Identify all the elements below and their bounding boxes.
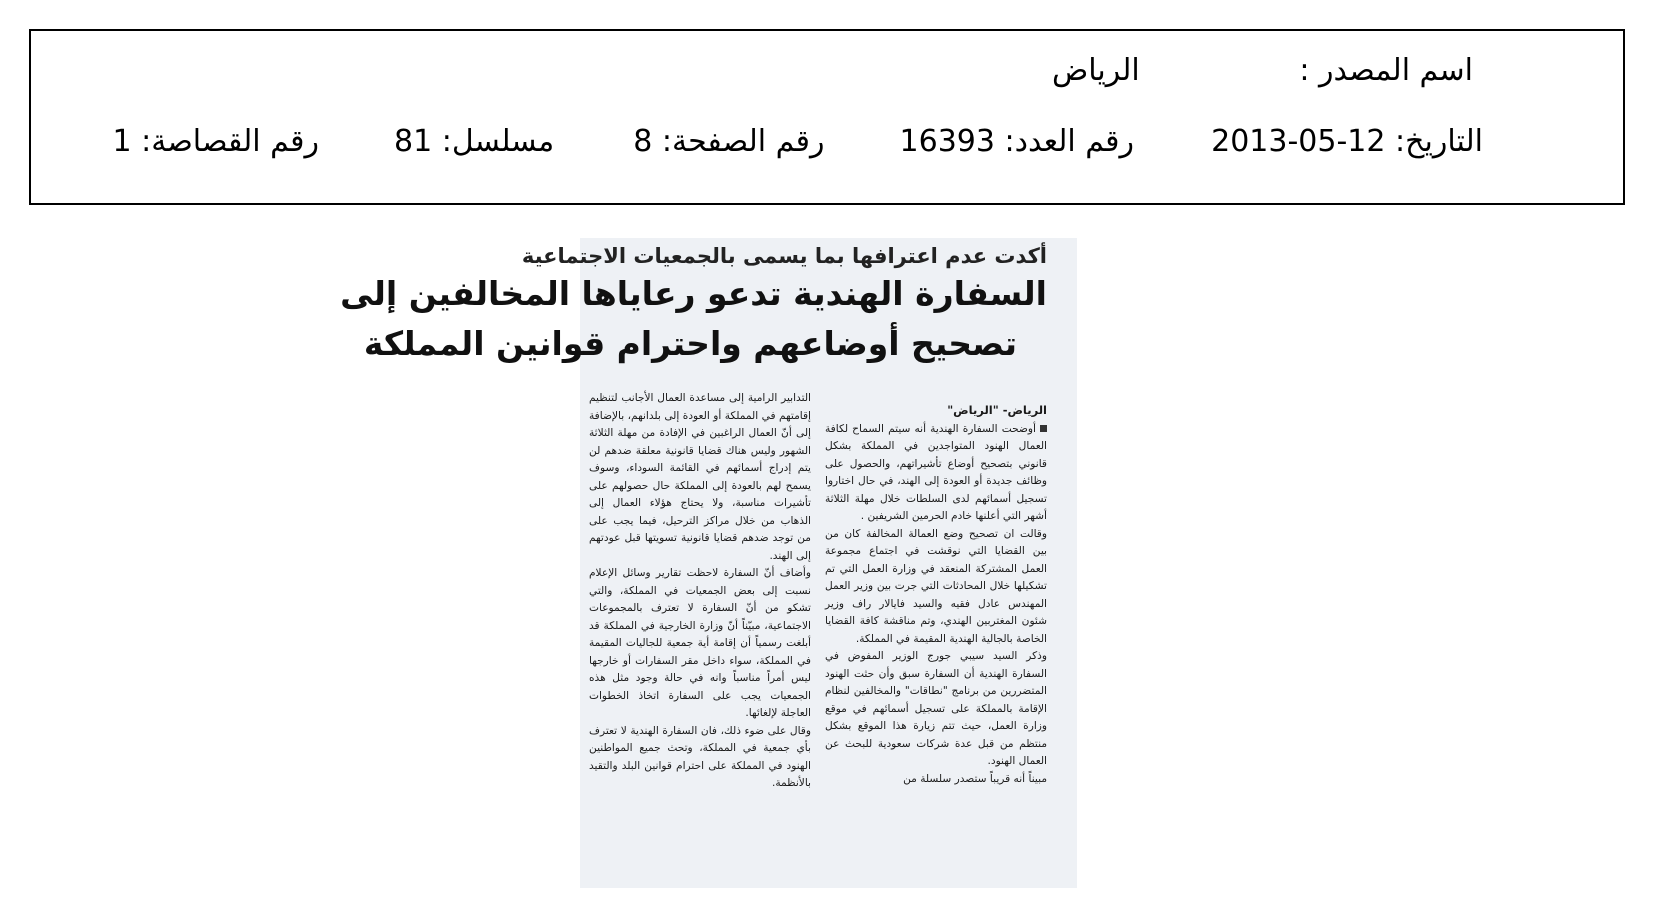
clip-value: 1 bbox=[112, 124, 132, 159]
clip-label: رقم القصاصة: bbox=[141, 124, 319, 159]
right-paragraph-3: وذكر السيد سيبي جورج الوزير المفوض في السفارة الهندية أن السفارة سبق وأن حثت الهنود المتضررين من برنامج "نطاقات" والمخالفين لنظام الإقامة بالمملكة على تسجيل أسمائهم في موقع وزارة العمل، حيث تتم زيارة هذا الموقع بشكل منتظم من قبل عدة شركات سعودية للبحث عن العمال الهنود. bbox=[825, 650, 1047, 767]
newspaper-clipping bbox=[340, 238, 1077, 888]
source-row bbox=[1052, 53, 1473, 89]
source-value: الرياض bbox=[1051, 53, 1140, 88]
serial-label: مسلسل: bbox=[441, 124, 555, 159]
right-paragraph-1: أوضحت السفارة الهندية أنه سيتم السماح لكافة العمال الهنود المتواجدين في المملكة بشكل قانوني بتصحيح أوضاع تأشيراتهم، والحصول على وظائف جديدة أو العودة إلى الهند، في حال اختاروا تسجيل أسمائهم لدى السلطات خلال مهلة الثلاثة أشهر التي أعلنها خادم الحرمين الشريفين . bbox=[825, 422, 1047, 522]
right-paragraph-2: وقالت ان تصحيح وضع العمالة المخالفة كان من بين القضايا التي نوقشت في اجتماع مجموعة العمل المشتركة المنعقد في وزارة العمل التي تم تشكيلها خلال المحادثات التي جرت بين وزير العمل المهندس عادل فقيه والسيد فايالار راف وزير شئون المغتربين الهندي، وتم مناقشة كافة القضايا الخاصة بالجالية الهندية المقيمة في المملكة. bbox=[825, 527, 1047, 645]
page-label: رقم الصفحة: bbox=[661, 124, 825, 159]
article-dateline: الرياض- "الرياض" bbox=[947, 403, 1047, 417]
page-value: 8 bbox=[633, 124, 653, 159]
right-paragraph-4: مبيناً أنه قريباً ستصدر سلسلة من bbox=[903, 772, 1047, 785]
details-row bbox=[113, 124, 1484, 160]
bullet-icon bbox=[1040, 425, 1047, 432]
left-paragraph-3: وقال على ضوء ذلك، فان السفارة الهندية لا تعترف بأي جمعية في المملكة، وتحث جميع المواطنين الهنود في المملكة على احترام قوانين البلد والتقيد بالأنظمة. bbox=[589, 724, 811, 789]
left-paragraph-2: وأضاف أنّ السفارة لاحظت تقارير وسائل الإعلام نسبت إلى بعض الجمعيات في المملكة، والتي تشكو من أنّ السفارة لا تعترف بالمجموعات الاجتماعية، مبيّناً أنّ وزارة الخارجية في المملكة قد أبلغت رسمياً أن إقامة أية جمعية للجاليات المقيمة في المملكة، سواء داخل مقر السفارات أو خارجها ليس أمراً مناسباً وانه في حالة وجود مثل هذه الجمعيات يجب على السفارة اتخاذ الخطوات العاجلة لإلغائها. bbox=[589, 567, 811, 719]
article-kicker: أكدت عدم اعترافها بما يسمى بالجمعيات الاجتماعية bbox=[521, 244, 1047, 268]
source-label: اسم المصدر : bbox=[1299, 53, 1473, 88]
serial-value: 81 bbox=[394, 124, 433, 159]
issue-label: رقم العدد: bbox=[1004, 124, 1135, 159]
date-value: 2013-05-12 bbox=[1211, 124, 1386, 159]
headline-line-1: السفارة الهندية تدعو رعاياها المخالفين إلى bbox=[340, 274, 1047, 313]
issue-value: 16393 bbox=[899, 124, 995, 159]
headline-line-2: تصحيح أوضاعهم واحترام قوانين المملكة bbox=[363, 324, 1017, 363]
article-column-right bbox=[825, 402, 1047, 788]
date-label: التاريخ: bbox=[1395, 124, 1483, 159]
article-column-left bbox=[589, 390, 811, 793]
left-paragraph-1: التدابير الرامية إلى مساعدة العمال الأجانب لتنظيم إقامتهم في المملكة أو العودة إلى بلدانهم، بالإضافة إلى أنّ العمال الراغبين في الإفادة من مهلة الثلاثة الشهور وليس هناك قضايا قانونية معلقة ضدهم لن يتم إدراج أسمائهم في القائمة السوداء، وسوف يسمح لهم بالعودة إلى المملكة حال حصولهم على تأشيرات مناسبة، ولا يحتاج هؤلاء العمال إلى الذهاب من خلال مراكز الترحيل، فيما يجب على من توجد ضدهم قضايا قانونية تسويتها قبل عودتهم إلى الهند. bbox=[589, 392, 811, 562]
source-info-box bbox=[29, 29, 1625, 205]
